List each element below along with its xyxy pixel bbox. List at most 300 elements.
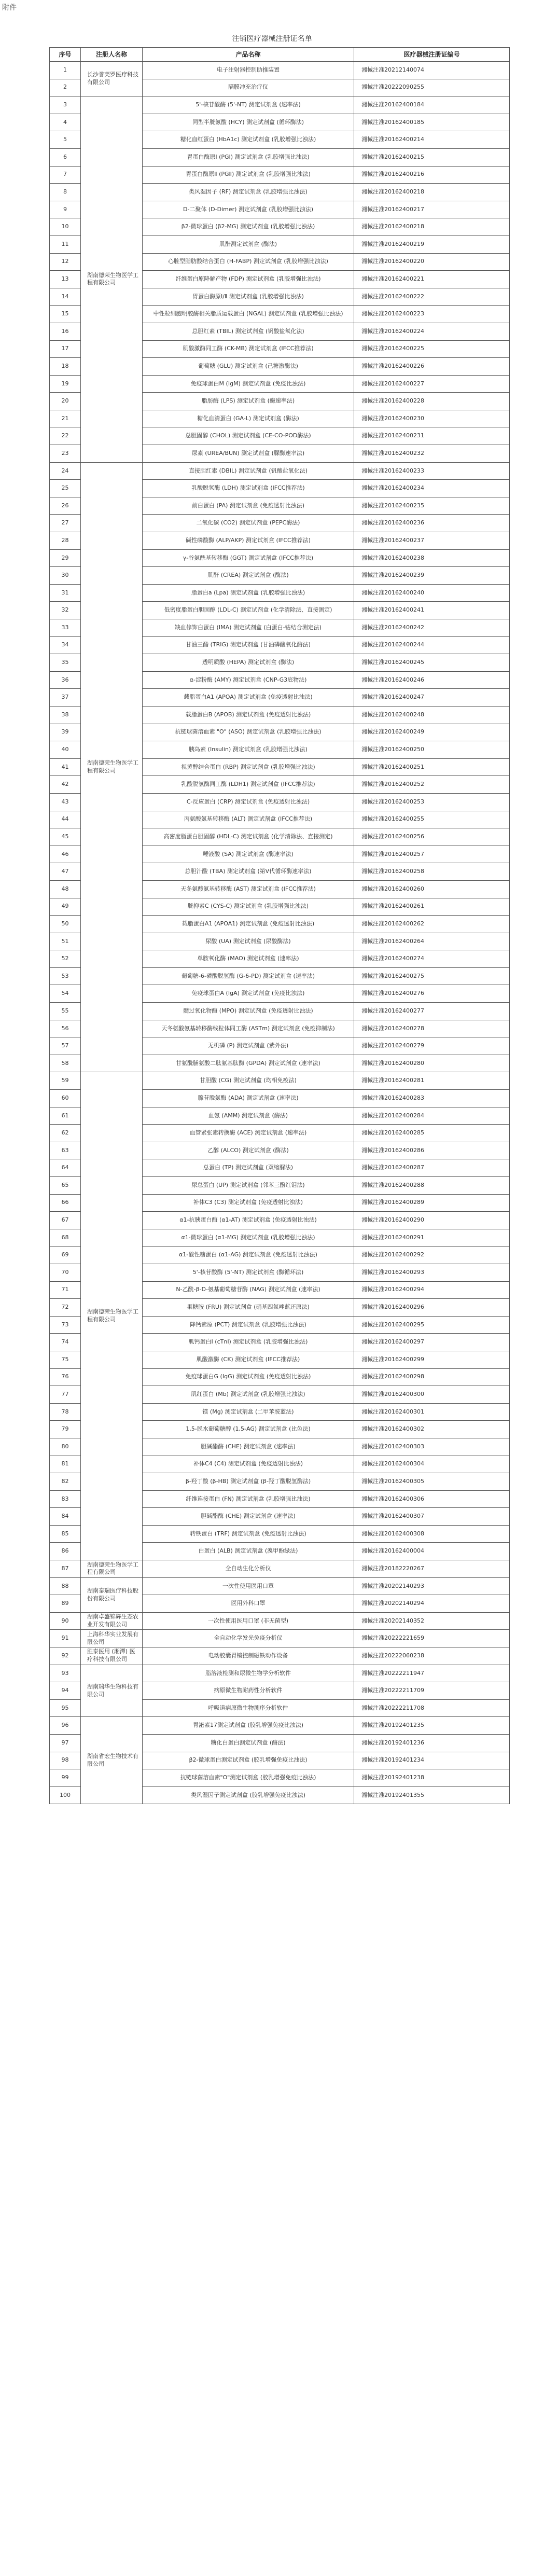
registration-cert-number: 湘械注准20162400276 (354, 985, 510, 1003)
row-number: 47 (50, 863, 81, 881)
product-name: 脂蛋白a (Lpa) 测定试剂盒 (乳胶增强比浊法) (143, 584, 354, 602)
registration-cert-number: 湘械注准20162400244 (354, 636, 510, 654)
row-number: 1 (50, 62, 81, 79)
registration-cert-number: 湘械注准20162400225 (354, 340, 510, 358)
row-number: 78 (50, 1403, 81, 1421)
row-number: 72 (50, 1299, 81, 1317)
row-number: 67 (50, 1212, 81, 1229)
product-name: 血管紧张素转换酶 (ACE) 测定试剂盒 (速率法) (143, 1125, 354, 1142)
row-number: 58 (50, 1055, 81, 1072)
product-name: 胰岛素 (Insulin) 测定试剂盒 (乳胶增强比浊法) (143, 741, 354, 759)
row-number: 94 (50, 1682, 81, 1700)
row-number: 32 (50, 602, 81, 619)
registration-cert-number: 湘械注准20162400256 (354, 828, 510, 846)
registration-cert-number: 湘械注准20162400239 (354, 567, 510, 585)
registration-cert-number: 湘械注准20162400291 (354, 1229, 510, 1247)
registration-cert-number: 湘械注准20162400237 (354, 532, 510, 550)
registration-cert-number: 湘械注准20162400255 (354, 811, 510, 828)
row-number: 35 (50, 654, 81, 672)
product-name: 纤维蛋白原降解产物 (FDP) 测定试剂盒 (乳胶增强比浊法) (143, 271, 354, 288)
product-name: 电动胶囊胃镜控制磁铁动作设备 (143, 1647, 354, 1665)
product-name: 类风湿因子 (RF) 测定试剂盒 (乳胶增强比浊法) (143, 184, 354, 201)
row-number: 61 (50, 1107, 81, 1125)
registration-cert-number: 湘械注准20162400286 (354, 1142, 510, 1159)
registrant-name: 湖南德荣生物医学工程有限公司 (81, 96, 143, 462)
row-number: 8 (50, 184, 81, 201)
row-number: 82 (50, 1473, 81, 1491)
row-number: 60 (50, 1090, 81, 1107)
product-name: 载脂蛋白A1 (APOA) 测定试剂盒 (免疫透射比浊法) (143, 689, 354, 707)
product-name: 甘氨酰脯氨酸二肽氨基肽酶 (GPDA) 测定试剂盒 (速率法) (143, 1055, 354, 1072)
row-number: 14 (50, 288, 81, 306)
row-number: 75 (50, 1351, 81, 1368)
row-number: 27 (50, 515, 81, 532)
product-name: 甘胆酸 (CG) 测定试剂盒 (均相免疫法) (143, 1072, 354, 1090)
registration-cert-number: 湘械注准20162400288 (354, 1177, 510, 1195)
registration-cert-number: 湘械注准20162400274 (354, 950, 510, 968)
registration-cert-number: 湘械注准20162400292 (354, 1247, 510, 1264)
row-number: 45 (50, 828, 81, 846)
registration-cert-number: 湘械注准20162400262 (354, 916, 510, 933)
registration-cert-number: 湘械注准20162400308 (354, 1525, 510, 1543)
product-name: 果糖胺 (FRU) 测定试剂盒 (硝基四氮唑蓝还原法) (143, 1299, 354, 1317)
product-name: 同型半胱氨酸 (HCY) 测定试剂盒 (循环酶法) (143, 114, 354, 131)
registration-cert-number: 湘械注准20192401234 (354, 1752, 510, 1769)
row-number: 49 (50, 898, 81, 916)
registration-cert-number: 湘械注准20162400222 (354, 288, 510, 306)
row-number: 15 (50, 306, 81, 323)
product-name: 直接胆红素 (DBIL) 测定试剂盒 (钒酸盐氧化法) (143, 462, 354, 480)
registration-cert-number: 湘械注准20162400221 (354, 271, 510, 288)
row-number: 29 (50, 549, 81, 567)
registration-cert-number: 湘械注准20162400232 (354, 445, 510, 463)
row-number: 95 (50, 1699, 81, 1717)
row-number: 74 (50, 1334, 81, 1351)
product-name: 心脏型脂肪酸结合蛋白 (H-FABP) 测定试剂盒 (乳胶增强比浊法) (143, 253, 354, 271)
row-number: 50 (50, 916, 81, 933)
row-number: 23 (50, 445, 81, 463)
product-name: 5'-核苷酸酶 (5'-NT) 测定试剂盒 (速率法) (143, 96, 354, 114)
registration-cert-number: 湘械注准20162400238 (354, 549, 510, 567)
registration-cert-number: 湘械注准20192401236 (354, 1735, 510, 1752)
row-number: 11 (50, 236, 81, 253)
row-number: 17 (50, 340, 81, 358)
registration-cert-number: 湘械注准20192401355 (354, 1786, 510, 1804)
row-number: 87 (50, 1560, 81, 1578)
table-row (50, 1577, 510, 1595)
registration-cert-number: 湘械注准20222211708 (354, 1699, 510, 1717)
row-number: 26 (50, 497, 81, 515)
table-row (50, 1665, 510, 1682)
row-number: 93 (50, 1665, 81, 1682)
row-number: 44 (50, 811, 81, 828)
row-number: 10 (50, 218, 81, 236)
product-name: 病原微生物耐药性分析软件 (143, 1682, 354, 1700)
registration-cert-number: 湘械注准20162400264 (354, 933, 510, 950)
registration-cert-number: 湘械注准20162400284 (354, 1107, 510, 1125)
product-name: 肌酐 (CREA) 测定试剂盒 (酶法) (143, 567, 354, 585)
registration-cert-number: 湘械注准20162400257 (354, 846, 510, 863)
registration-cert-number: 湘械注准20222221659 (354, 1630, 510, 1647)
product-name: 补体C3 (C3) 测定试剂盒 (免疫透射比浊法) (143, 1194, 354, 1212)
registration-cert-number: 湘械注准20162400240 (354, 584, 510, 602)
product-name: 二氧化碳 (CO2) 测定试剂盒 (PEPC酶法) (143, 515, 354, 532)
registration-cert-number: 湘械注准20162400297 (354, 1334, 510, 1351)
table-row (50, 1717, 510, 1735)
row-number: 41 (50, 758, 81, 776)
product-name: 一次性使用医用口罩 (143, 1577, 354, 1595)
row-number: 19 (50, 375, 81, 393)
product-name: 胆碱酯酶 (CHE) 测定试剂盒 (速率法) (143, 1508, 354, 1526)
product-name: 唾液酸 (SA) 测定试剂盒 (酶速率法) (143, 846, 354, 863)
registration-cert-number: 湘械注准20162400250 (354, 741, 510, 759)
row-number: 40 (50, 741, 81, 759)
product-name: 葡萄糖-6-磷酸脱氢酶 (G-6-PD) 测定试剂盒 (速率法) (143, 967, 354, 985)
row-number: 48 (50, 880, 81, 898)
product-name: 尿总蛋白 (UP) 测定试剂盒 (邻苯三酚红钼法) (143, 1177, 354, 1195)
row-number: 46 (50, 846, 81, 863)
registrant-name: 长沙誉芙罗医疗科技有限公司 (81, 62, 143, 96)
row-number: 52 (50, 950, 81, 968)
row-number: 38 (50, 706, 81, 724)
product-name: 肌酸激酶同工酶 (CK-MB) 测定试剂盒 (IFCC推荐法) (143, 340, 354, 358)
row-number: 85 (50, 1525, 81, 1543)
registration-cert-number: 湘械注准20202140294 (354, 1595, 510, 1613)
document-title: 注销医疗器械注册证名单 (232, 35, 312, 43)
product-name: 肌酐测定试剂盒 (酶法) (143, 236, 354, 253)
row-number: 89 (50, 1595, 81, 1613)
product-name: 天冬氨酸氨基转移酶线粒体同工酶 (ASTm) 测定试剂盒 (免疫抑制法) (143, 1020, 354, 1037)
product-name: 碱性磷酸酶 (ALP/AKP) 测定试剂盒 (IFCC推荐法) (143, 532, 354, 550)
row-number: 3 (50, 96, 81, 114)
registration-cert-number: 湘械注准20162400247 (354, 689, 510, 707)
product-name: 医用外科口罩 (143, 1595, 354, 1613)
registration-cert-number: 湘械注准20162400223 (354, 306, 510, 323)
product-name: 丙氨酸氨基转移酶 (ALT) 测定试剂盒 (IFCC推荐法) (143, 811, 354, 828)
registration-cert-number: 湘械注准20162400296 (354, 1299, 510, 1317)
product-name: 全自动化学发光免疫分析仪 (143, 1630, 354, 1647)
registration-cert-number: 湘械注准20192401238 (354, 1769, 510, 1787)
row-number: 99 (50, 1769, 81, 1787)
row-number: 31 (50, 584, 81, 602)
product-name: 低密度脂蛋白胆固醇 (LDL-C) 测定试剂盒 (化学清除法、直接测定) (143, 602, 354, 619)
registration-cert-number: 湘械注准20162400231 (354, 427, 510, 445)
row-number: 80 (50, 1438, 81, 1456)
row-number: 5 (50, 131, 81, 149)
row-number: 20 (50, 393, 81, 410)
row-number: 22 (50, 427, 81, 445)
registrant-name: 湖南省宏生物技术有限公司 (81, 1717, 143, 1804)
product-name: 肌红蛋白 (Mb) 测定试剂盒 (乳胶增强比浊法) (143, 1386, 354, 1404)
product-name: 补体C4 (C4) 测定试剂盒 (免疫透射比浊法) (143, 1456, 354, 1473)
product-name: 总胆固醇 (CHOL) 测定试剂盒 (CE-CO-POD酶法) (143, 427, 354, 445)
registration-cert-number: 湘械注准20162400260 (354, 880, 510, 898)
registrant-name: 湖南德荣生物医学工程有限公司 (81, 462, 143, 1072)
row-number: 37 (50, 689, 81, 707)
registration-cert-number: 湘械注准20162400299 (354, 1351, 510, 1368)
row-number: 63 (50, 1142, 81, 1159)
product-name: 腺苷脱氨酶 (ADA) 测定试剂盒 (速率法) (143, 1090, 354, 1107)
registration-cert-number: 湘械注准20162400302 (354, 1421, 510, 1438)
product-name: 无机磷 (P) 测定试剂盒 (紫外法) (143, 1037, 354, 1055)
product-name: 髓过氧化物酶 (MPO) 测定试剂盒 (免疫透射比浊法) (143, 1003, 354, 1020)
product-name: 胱抑素C (CYS-C) 测定试剂盒 (乳胶增强比浊法) (143, 898, 354, 916)
row-number: 100 (50, 1786, 81, 1804)
header-product: 产品名称 (143, 48, 354, 62)
registration-cert-number: 湘械注准20222060238 (354, 1647, 510, 1665)
registration-cert-number: 湘械注准20162400295 (354, 1316, 510, 1334)
row-number: 39 (50, 724, 81, 741)
row-number: 69 (50, 1247, 81, 1264)
registration-cert-number: 湘械注准20162400246 (354, 671, 510, 689)
row-number: 51 (50, 933, 81, 950)
registration-cert-number: 湘械注准20182220267 (354, 1560, 510, 1578)
registration-cert-number: 湘械注准20162400215 (354, 148, 510, 166)
row-number: 28 (50, 532, 81, 550)
table-row (50, 1612, 510, 1630)
registration-cert-number: 湘械注准20162400253 (354, 793, 510, 811)
registration-cert-number: 湘械注准20162400230 (354, 410, 510, 427)
registration-cert-number: 湘械注准20162400236 (354, 515, 510, 532)
product-name: 天冬氨酸氨基转移酶 (AST) 测定试剂盒 (IFCC推荐法) (143, 880, 354, 898)
row-number: 65 (50, 1177, 81, 1195)
product-name: 葡萄糖 (GLU) 测定试剂盒 (己糖激酶法) (143, 358, 354, 376)
product-name: 总胆红素 (TBIL) 测定试剂盒 (钒酸盐氧化法) (143, 323, 354, 340)
product-name: α1-微球蛋白 (α1-MG) 测定试剂盒 (乳胶增强比浊法) (143, 1229, 354, 1247)
product-name: 肌钙蛋白I (cTnI) 测定试剂盒 (乳胶增强比浊法) (143, 1334, 354, 1351)
row-number: 9 (50, 201, 81, 218)
registration-cert-number: 湘械注准20222090255 (354, 79, 510, 96)
registration-cert-number: 湘械注准20162400004 (354, 1543, 510, 1560)
product-name: 缺血修饰白蛋白 (IMA) 测定试剂盒 (白蛋白-钴结合测定法) (143, 619, 354, 637)
row-number: 13 (50, 271, 81, 288)
product-name: 视黄醇结合蛋白 (RBP) 测定试剂盒 (乳胶增强比浊法) (143, 758, 354, 776)
product-name: β2-微球蛋白测定试剂盒 (胶乳增强免疫比浊法) (143, 1752, 354, 1769)
product-name: 类风湿因子测定试剂盒 (胶乳增强免疫比浊法) (143, 1786, 354, 1804)
registration-cert-number: 湘械注准20162400224 (354, 323, 510, 340)
product-name: 电子注射器控制助推装置 (143, 62, 354, 79)
registration-cert-number: 湘械注准20162400283 (354, 1090, 510, 1107)
product-name: 糖化血红蛋白 (HbA1c) 测定试剂盒 (乳胶增强比浊法) (143, 131, 354, 149)
registration-cert-number: 湘械注准20162400261 (354, 898, 510, 916)
registration-cert-number: 湘械注准20162400279 (354, 1037, 510, 1055)
product-name: 转铁蛋白 (TRF) 测定试剂盒 (免疫透射比浊法) (143, 1525, 354, 1543)
product-name: γ-谷氨酰基转移酶 (GGT) 测定试剂盒 (IFCC推荐法) (143, 549, 354, 567)
row-number: 81 (50, 1456, 81, 1473)
row-number: 92 (50, 1647, 81, 1665)
product-name: 降钙素原 (PCT) 测定试剂盒 (乳胶增强比浊法) (143, 1316, 354, 1334)
table-row (50, 1072, 510, 1090)
registration-cert-number: 湘械注准20162400285 (354, 1125, 510, 1142)
attachment-label: 附件 (2, 4, 17, 12)
product-name: 胃蛋白酶原Ⅰ (PGⅠ) 测定试剂盒 (乳胶增强比浊法) (143, 148, 354, 166)
table-row (50, 96, 510, 114)
product-name: 甘油三酯 (TRIG) 测定试剂盒 (甘油磷酸氧化酶法) (143, 636, 354, 654)
registration-cert-number: 湘械注准20162400294 (354, 1281, 510, 1299)
product-name: 隔膜冲充治疗仪 (143, 79, 354, 96)
registration-cert-number: 湘械注准20162400217 (354, 201, 510, 218)
row-number: 24 (50, 462, 81, 480)
row-number: 6 (50, 148, 81, 166)
row-number: 71 (50, 1281, 81, 1299)
row-number: 83 (50, 1490, 81, 1508)
product-name: 总蛋白 (TP) 测定试剂盒 (双缩脲法) (143, 1159, 354, 1177)
product-name: 血氨 (AMM) 测定试剂盒 (酶法) (143, 1107, 354, 1125)
product-name: 免疫球蛋白A (IgA) 测定试剂盒 (免疫比浊法) (143, 985, 354, 1003)
row-number: 59 (50, 1072, 81, 1090)
product-name: α-淀粉酶 (AMY) 测定试剂盒 (CNP-G3底物法) (143, 671, 354, 689)
row-number: 68 (50, 1229, 81, 1247)
product-name: 纤维连接蛋白 (FN) 测定试剂盒 (乳胶增强比浊法) (143, 1490, 354, 1508)
row-number: 86 (50, 1543, 81, 1560)
registration-cert-number: 湘械注准20162400249 (354, 724, 510, 741)
registrant-name: 湖南瑞华生物科技有限公司 (81, 1665, 143, 1717)
row-number: 12 (50, 253, 81, 271)
product-name: 乳酸脱氢酶同工酶 (LDH1) 测定试剂盒 (IFCC推荐法) (143, 776, 354, 794)
table-row (50, 62, 510, 79)
registration-cert-number: 湘械注准20162400293 (354, 1264, 510, 1281)
registration-cert-number: 湘械注准20162400184 (354, 96, 510, 114)
row-number: 21 (50, 410, 81, 427)
product-name: 一次性使用医用口罩 (非无菌型) (143, 1612, 354, 1630)
cancellation-table (49, 47, 510, 1804)
row-number: 18 (50, 358, 81, 376)
row-number: 84 (50, 1508, 81, 1526)
table-body (50, 62, 510, 1804)
registration-cert-number: 湘械注准20162400251 (354, 758, 510, 776)
registration-cert-number: 湘械注准20162400218 (354, 184, 510, 201)
row-number: 64 (50, 1159, 81, 1177)
row-number: 57 (50, 1037, 81, 1055)
product-name: 前白蛋白 (PA) 测定试剂盒 (免疫透射比浊法) (143, 497, 354, 515)
registration-cert-number: 湘械注准20162400290 (354, 1212, 510, 1229)
row-number: 4 (50, 114, 81, 131)
registration-cert-number: 湘械注准20162400234 (354, 480, 510, 497)
registration-cert-number: 湘械注准20162400219 (354, 236, 510, 253)
row-number: 43 (50, 793, 81, 811)
registration-cert-number: 湘械注准20162400248 (354, 706, 510, 724)
registration-cert-number: 湘械注准20162400300 (354, 1386, 510, 1404)
product-name: 单胺氧化酶 (MAO) 测定试剂盒 (速率法) (143, 950, 354, 968)
registration-cert-number: 湘械注准20162400252 (354, 776, 510, 794)
product-name: 胃蛋白酶原Ⅰ/Ⅱ 测定试剂盒 (乳胶增强比浊法) (143, 288, 354, 306)
product-name: 载脂蛋白A1 (APOA1) 测定试剂盒 (免疫透射比浊法) (143, 916, 354, 933)
registration-cert-number: 湘械注准20202140352 (354, 1612, 510, 1630)
row-number: 34 (50, 636, 81, 654)
registration-cert-number: 湘械注准20202140293 (354, 1577, 510, 1595)
product-name: 1,5-脱水葡萄糖醇 (1,5-AG) 测定试剂盒 (比色法) (143, 1421, 354, 1438)
registration-cert-number: 湘械注准20212140074 (354, 62, 510, 79)
product-name: 镁 (Mg) 测定试剂盒 (二甲苯胺蓝法) (143, 1403, 354, 1421)
header-no: 序号 (50, 48, 81, 62)
product-name: 胃泌素17测定试剂盒 (胶乳增强免疫比浊法) (143, 1717, 354, 1735)
registration-cert-number: 湘械注准20162400281 (354, 1072, 510, 1090)
product-name: 免疫球蛋白M (IgM) 测定试剂盒 (免疫比浊法) (143, 375, 354, 393)
header-registrant: 注册人名称 (81, 48, 143, 62)
row-number: 88 (50, 1577, 81, 1595)
row-number: 53 (50, 967, 81, 985)
row-number: 73 (50, 1316, 81, 1334)
registration-cert-number: 湘械注准20162400305 (354, 1473, 510, 1491)
table-row (50, 462, 510, 480)
registration-cert-number: 湘械注准20162400258 (354, 863, 510, 881)
registration-cert-number: 湘械注准20162400233 (354, 462, 510, 480)
row-number: 56 (50, 1020, 81, 1037)
product-name: 糖化血清蛋白 (GA-L) 测定试剂盒 (酶法) (143, 410, 354, 427)
row-number: 66 (50, 1194, 81, 1212)
product-name: 乙醇 (ALCO) 测定试剂盒 (酶法) (143, 1142, 354, 1159)
table-row (50, 1560, 510, 1578)
table-row (50, 1647, 510, 1665)
product-name: 胃蛋白酶原Ⅱ (PGⅡ) 测定试剂盒 (乳胶增强比浊法) (143, 166, 354, 184)
registration-cert-number: 湘械注准20162400226 (354, 358, 510, 376)
product-name: β-羟丁酸 (β-HB) 测定试剂盒 (β-羟丁酸脱氢酶法) (143, 1473, 354, 1491)
registration-cert-number: 湘械注准20162400307 (354, 1508, 510, 1526)
registrant-name: 湖南德荣生物医学工程有限公司 (81, 1072, 143, 1560)
product-name: 5'-核苷酸酶 (5'-NT) 测定试剂盒 (酶循环法) (143, 1264, 354, 1281)
row-number: 96 (50, 1717, 81, 1735)
registration-cert-number: 湘械注准20162400304 (354, 1456, 510, 1473)
registration-cert-number: 湘械注准20192401235 (354, 1717, 510, 1735)
product-name: N-乙酰-β-D-氨基葡萄糖苷酶 (NAG) 测定试剂盒 (速率法) (143, 1281, 354, 1299)
registrant-name: 胜泰医用 (湘潭) 医疗科技有限公司 (81, 1647, 143, 1665)
row-number: 25 (50, 480, 81, 497)
registration-cert-number: 湘械注准20162400278 (354, 1020, 510, 1037)
registration-cert-number: 湘械注准20162400185 (354, 114, 510, 131)
registration-cert-number: 湘械注准20162400277 (354, 1003, 510, 1020)
registration-cert-number: 湘械注准20162400298 (354, 1368, 510, 1386)
row-number: 42 (50, 776, 81, 794)
row-number: 79 (50, 1421, 81, 1438)
product-name: α1-抗胰蛋白酶 (α1-AT) 测定试剂盒 (免疫透射比浊法) (143, 1212, 354, 1229)
row-number: 90 (50, 1612, 81, 1630)
registrant-name: 上海科华实业发展有限公司 (81, 1630, 143, 1647)
product-name: 脂肪酶 (LPS) 测定试剂盒 (酶速率法) (143, 393, 354, 410)
registration-cert-number: 湘械注准20162400228 (354, 393, 510, 410)
product-name: 肌酸激酶 (CK) 测定试剂盒 (IFCC推荐法) (143, 1351, 354, 1368)
row-number: 2 (50, 79, 81, 96)
product-name: 脂溶液检测和尿微生物学分析软件 (143, 1665, 354, 1682)
table-row (50, 1630, 510, 1647)
registration-cert-number: 湘械注准20162400241 (354, 602, 510, 619)
product-name: 免疫球蛋白G (IgG) 测定试剂盒 (免疫透射比浊法) (143, 1368, 354, 1386)
registrant-name: 湖南德荣生物医学工程有限公司 (81, 1560, 143, 1578)
registration-cert-number: 湘械注准20162400301 (354, 1403, 510, 1421)
product-name: 抗链球菌溶血素 "O" (ASO) 测定试剂盒 (乳胶增强比浊法) (143, 724, 354, 741)
product-name: 胆碱酯酶 (CHE) 测定试剂盒 (速率法) (143, 1438, 354, 1456)
product-name: 载脂蛋白B (APOB) 测定试剂盒 (免疫透射比浊法) (143, 706, 354, 724)
product-name: 乳酸脱氢酶 (LDH) 测定试剂盒 (IFCC推荐法) (143, 480, 354, 497)
registration-cert-number: 湘械注准20162400214 (354, 131, 510, 149)
registration-cert-number: 湘械注准20162400306 (354, 1490, 510, 1508)
row-number: 54 (50, 985, 81, 1003)
header-cert: 医疗器械注册证编号 (354, 48, 510, 62)
product-name: 白蛋白 (ALB) 测定试剂盒 (溴甲酚绿法) (143, 1543, 354, 1560)
product-name: 糖化白蛋白测定试剂盒 (酶法) (143, 1735, 354, 1752)
registration-cert-number: 湘械注准20162400245 (354, 654, 510, 672)
product-name: 呼吸道病原微生物测序分析软件 (143, 1699, 354, 1717)
product-name: β2-微球蛋白 (β2-MG) 测定试剂盒 (乳胶增强比浊法) (143, 218, 354, 236)
registration-cert-number: 湘械注准20162400287 (354, 1159, 510, 1177)
registrant-name: 湖南卓盛锦辉生态农业开发有限公司 (81, 1612, 143, 1630)
registration-cert-number: 湘械注准20162400280 (354, 1055, 510, 1072)
row-number: 30 (50, 567, 81, 585)
row-number: 33 (50, 619, 81, 637)
product-name: 高密度脂蛋白胆固醇 (HDL-C) 测定试剂盒 (化学清除法、直接测定) (143, 828, 354, 846)
registration-cert-number: 湘械注准20222211947 (354, 1665, 510, 1682)
table-header-row (50, 48, 510, 62)
registration-cert-number: 湘械注准20162400227 (354, 375, 510, 393)
